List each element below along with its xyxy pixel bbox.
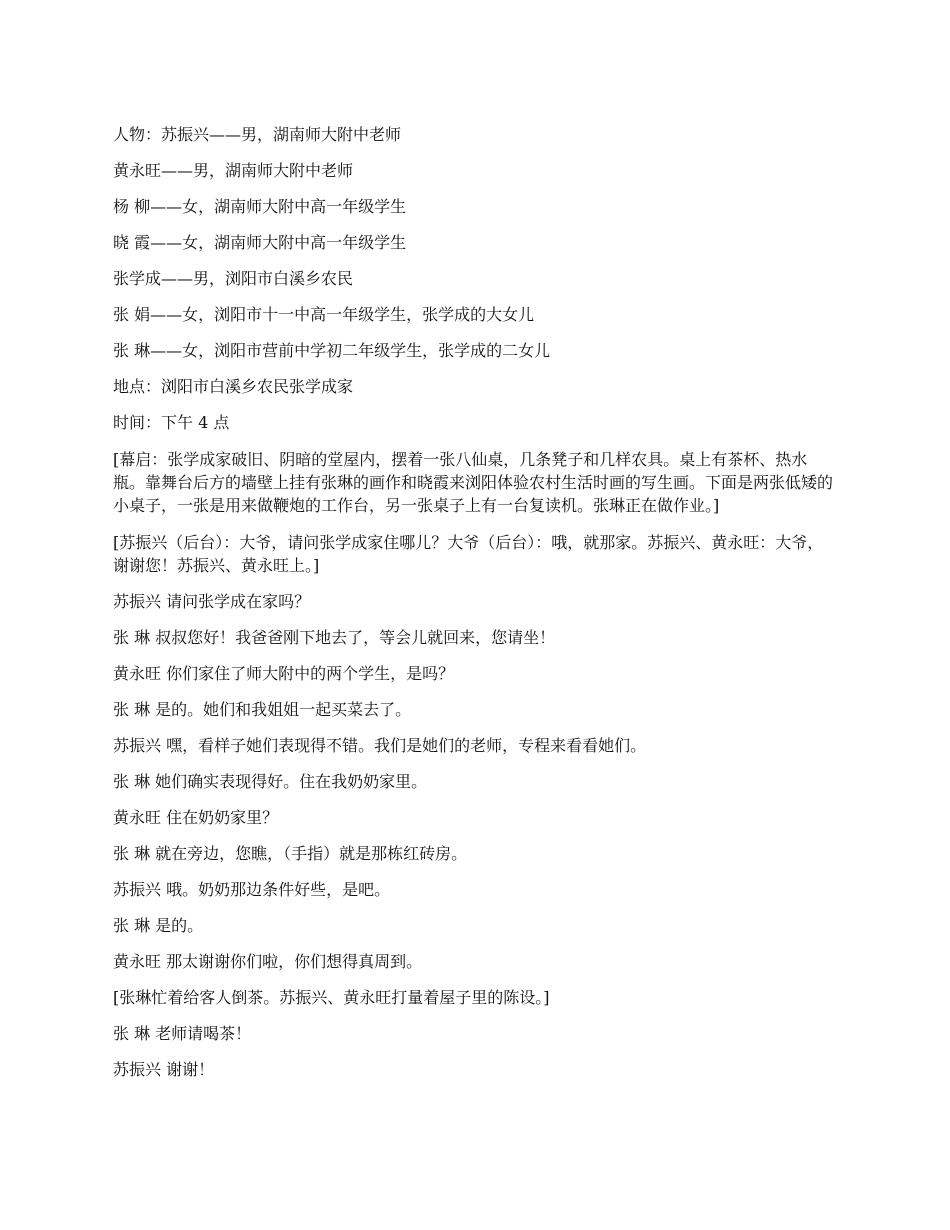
dialogue-line: 张 琳 叔叔您好！我爸爸刚下地去了，等会儿就回来，您请坐！ — [113, 628, 556, 647]
stage-direction-opening: [幕启：张学成家破旧、阴暗的堂屋内，摆着一张八仙桌，几条凳子和几样农具。桌上有茶杯、热水瓶。靠舞台后方的墙壁上挂有张琳的画作和晓霞来浏阳体验农村生活时画的写生画。下面是两张低矮的小桌子，一张是用来做鞭炮的工作台，另一张桌子上有一台复读机。张琳正在做作业。] — [113, 450, 834, 515]
dialogue-line: 苏振兴 嘿，看样子她们表现得不错。我们是她们的老师，专程来看看她们。 — [113, 736, 647, 755]
dialogue-line: 张 琳 就在旁边，您瞧，（手指）就是那栋红砖房。 — [113, 844, 468, 863]
dialogue-line: 张 琳 老师请喝茶！ — [113, 1024, 252, 1043]
dialogue-line: 黄永旺 那太谢谢你们啦，你们想得真周到。 — [113, 952, 423, 971]
cast-line-zhang-juan: 张 娟——女，浏阳市十一中高一年级学生，张学成的大女儿 — [113, 305, 535, 324]
dialogue-line: 苏振兴 请问张学成在家吗？ — [113, 592, 311, 611]
dialogue-line: 黄永旺 你们家住了师大附中的两个学生，是吗？ — [113, 664, 455, 683]
dialogue-line: 张 琳 是的。她们和我姐姐一起买菜去了。 — [113, 700, 412, 719]
cast-line-su-zhenxing: 人物：苏振兴——男，湖南师大附中老师 — [113, 125, 402, 144]
cast-line-zhang-lin: 张 琳——女，浏阳市营前中学初二年级学生，张学成的二女儿 — [113, 341, 551, 360]
setting-time: 时间：下午 4 点 — [113, 413, 230, 432]
script-text-body — [113, 124, 833, 1095]
cast-line-yang-liu: 杨 柳——女，湖南师大附中高一年级学生 — [113, 197, 407, 216]
dialogue-line: 黄永旺 住在奶奶家里？ — [113, 808, 279, 827]
dialogue-line: 张 琳 她们确实表现得好。住在我奶奶家里。 — [113, 772, 428, 791]
stage-direction-tea: [张琳忙着给客人倒茶。苏振兴、黄永旺打量着屋子里的陈设。] — [113, 988, 550, 1007]
dialogue-line: 苏振兴 谢谢！ — [113, 1060, 215, 1079]
cast-line-huang-yongwang: 黄永旺——男，湖南师大附中老师 — [113, 161, 354, 180]
dialogue-line: 张 琳 是的。 — [113, 916, 204, 935]
dialogue-line: 苏振兴 哦。奶奶那边条件好些，是吧。 — [113, 880, 391, 899]
stage-direction-offstage: [苏振兴（后台）：大爷，请问张学成家住哪儿？大爷（后台）：哦，就那家。苏振兴、黄永旺：大爷，谢谢您！苏振兴、黄永旺上。] — [113, 533, 824, 575]
setting-location: 地点：浏阳市白溪乡农民张学成家 — [113, 377, 354, 396]
cast-line-xiao-xia: 晓 霞——女，湖南师大附中高一年级学生 — [113, 233, 407, 252]
cast-line-zhang-xuecheng: 张学成——男，浏阳市白溪乡农民 — [113, 269, 354, 288]
